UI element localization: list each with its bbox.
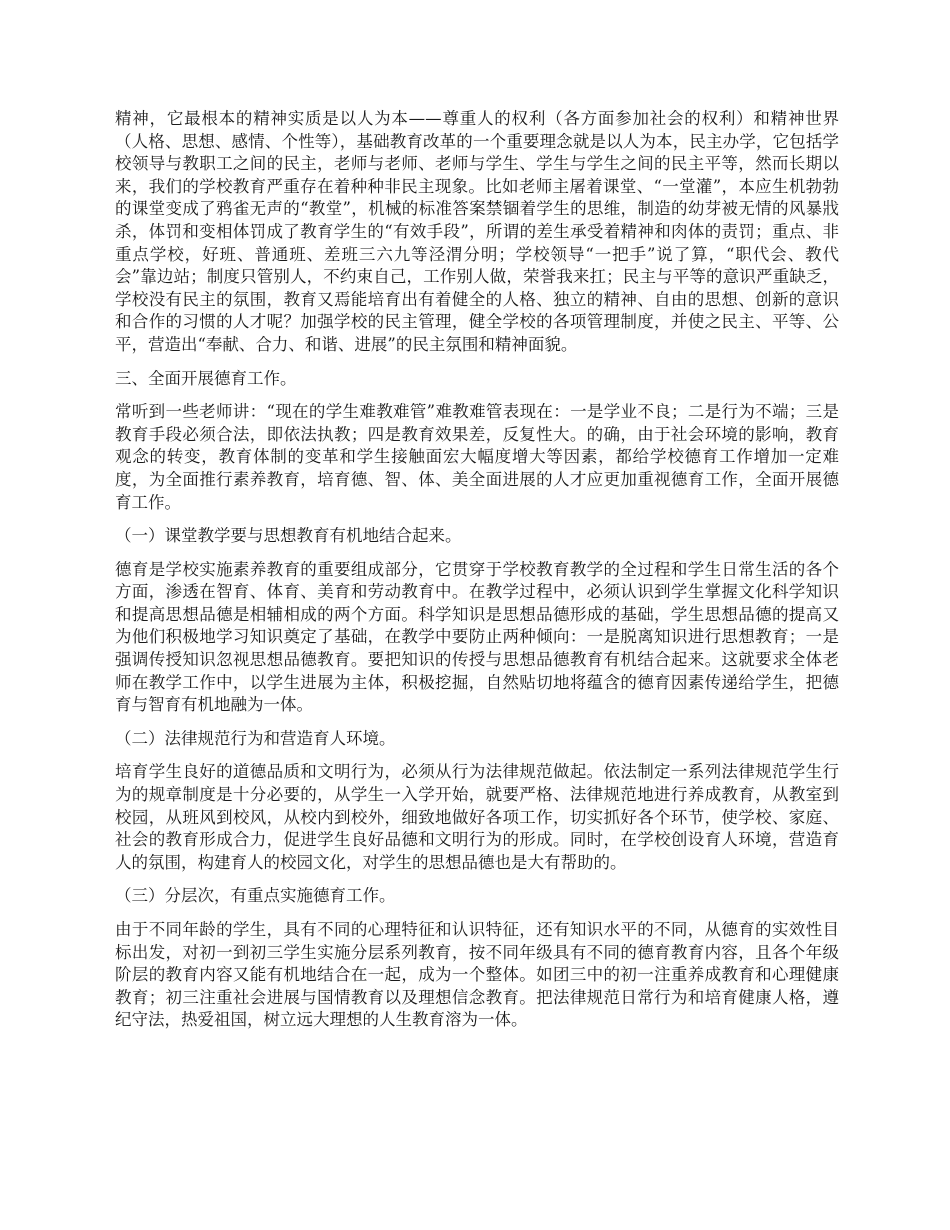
section-heading-moral-education: 三、全面开展德育工作。 — [115, 368, 297, 388]
paragraph-moral-challenges: 常听到一些老师讲：“现在的学生难教难管”难教难管表现在：一是学业不良；二是行为不端；三是教育手段必须合法，即依法执教；四是教育效果差，反复性大。的确，由于社会环境的影响，教育观念的转变，教育体制的变革和学生接触面宏大幅度增大等因素，都给学校德育工作增加一定难度，为全面推行素养教育，培育德、智、体、美全面进展的人才应更加重视德育工作，全面开展德育工作。 — [115, 402, 839, 512]
subheading-legal-norms: （二）法律规范行为和营造育人环境。 — [115, 728, 396, 748]
paragraph-democracy: 精神，它最根本的精神实质是以人为本——尊重人的权利（各方面参加社会的权利）和精神世界（人格、思想、感情、个性等），基础教育改革的一个重要理念就是以人为本，民主办学，它包括学校领导与教职工之间的民主，老师与老师、老师与学生、学生与学生之间的民主平等，然而长期以来，我们的学校教育严重存在着种种非民主现象。比如老师主屠着课堂、“一堂灌”，本应生机勃勃的课堂变成了鸦雀无声的“教堂”，机械的标准答案禁锢着学生的思维，制造的幼芽被无情的风暴戕杀，体罚和变相体罚成了教育学生的“有效手段”，所谓的差生承受着精神和肉体的责罚；重点、非重点学校，好班、普通班、差班三六九等泾渭分明；学校领导“一把手”说了算，“职代会、教代会”靠边站；制度只管别人，不约束自己，工作别人做，荣誉我来扛；民主与平等的意识严重缺乏，学校没有民主的氛围，教育又焉能培育出有着健全的人格、独立的精神、自由的思想、创新的意识和合作的习惯的人才呢？加强学校的民主管理，健全学校的各项管理制度，并使之民主、平等、公平，营造出“奉献、合力、和谐、进展”的民主氛围和精神面貌。 — [115, 109, 839, 354]
document-page — [115, 108, 839, 1043]
subheading-classroom-teaching: （一）课堂教学要与思想教育有机地结合起来。 — [115, 526, 462, 546]
paragraph-classroom-teaching: 德育是学校实施素养教育的重要组成部分，它贯穿于学校教育教学的全过程和学生日常生活的各个方面，渗透在智育、体育、美育和劳动教育中。在教学过程中，必须认识到学生掌握文化科学知识和提高思想品德是相辅相成的两个方面。科学知识是思想品德形成的基础，学生思想品德的提高又为他们积极地学习知识奠定了基础，在教学中要防止两种倾向：一是脱离知识进行思想教育；一是强调传授知识忽视思想品德教育。要把知识的传授与思想品德教育有机结合起来。这就要求全体老师在教学工作中，以学生进展为主体，积极挖掘，自然贴切地将蕴含的德育因素传递给学生，把德育与智育有机地融为一体。 — [115, 559, 839, 715]
paragraph-layered-approach: 由于不同年龄的学生，具有不同的心理特征和认识特征，还有知识水平的不同，从德育的实效性目标出发，对初一到初三学生实施分层系列教育，按不同年级具有不同的德育教育内容，且各个年级阶层的教育内容又能有机地结合在一起，成为一个整体。如团三中的初一注重养成教育和心理健康教育；初三注重社会进展与国情教育以及理想信念教育。把法律规范日常行为和培育健康人格，遵纪守法，热爱祖国，树立远大理想的人生教育溶为一体。 — [115, 920, 839, 1030]
paragraph-legal-norms: 培育学生良好的道德品质和文明行为，必须从行为法律规范做起。依法制定一系列法律规范学生行为的规章制度是十分必要的，从学生一入学开始，就要严格、法律规范地进行养成教育，从教室到校园，从班风到校风，从校内到校外，细致地做好各项工作，切实抓好各个环节，使学校、家庭、社会的教育形成合力，促进学生良好品德和文明行为的形成。同时，在学校创设育人环境，营造育人的氛围，构建育人的校园文化，对学生的思想品德也是大有帮助的。 — [115, 762, 839, 872]
subheading-layered-approach: （三）分层次，有重点实施德育工作。 — [115, 886, 396, 906]
